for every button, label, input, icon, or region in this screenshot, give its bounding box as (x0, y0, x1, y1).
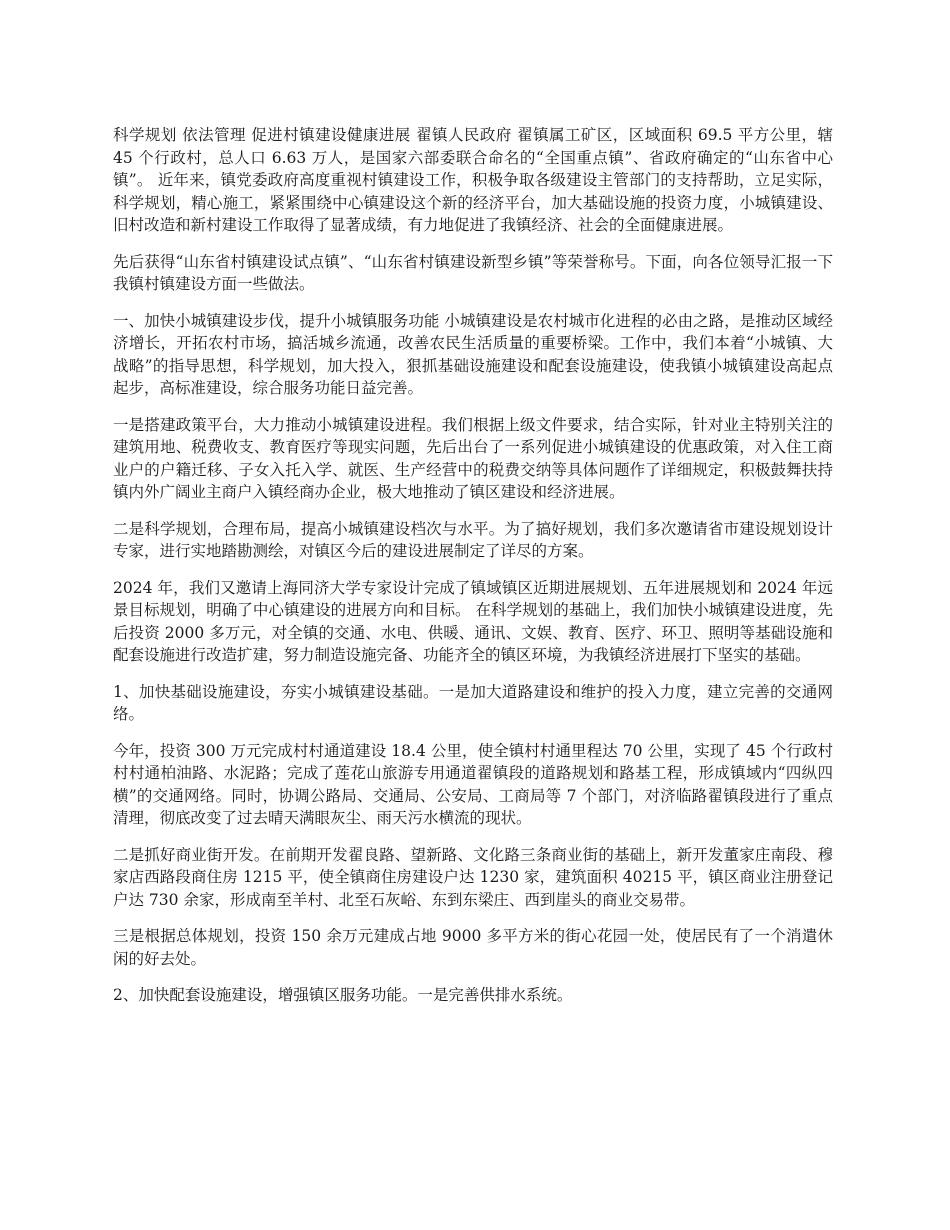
paragraph-commercial-street: 二是抓好商业街开发。在前期开发翟良路、望新路、文化路三条商业街的基础上，新开发董家庄南段、穆家店西路段商住房 1215 平，使全镇商住房建设户达 1230 家，建筑面积 40215 平，镇区商业注册登记户达 730 余家，形成南至羊村、北至石灰峪、东到东梁庄、西到崖头的商业交易带。 (113, 845, 833, 909)
paragraph-honors: 先后获得“山东省村镇建设试点镇”、“山东省村镇建设新型乡镇”等荣誉称号。下面，向各位领导汇报一下我镇村镇建设方面一些做法。 (113, 252, 833, 293)
paragraph-roads: 今年，投资 300 万元完成村村通道建设 18.4 公里，使全镇村村通里程达 70 公里，实现了 45 个行政村村村通柏油路、水泥路；完成了莲花山旅游专用通道翟镇段的道路规划和路基工程，形成镇域内“四纵四横”的交通网络。同时，协调公路局、交通局、公安局、工商局等 7 个部门，对济临路翟镇段进行了重点清理，彻底改变了过去晴天满眼灰尘、雨天污水横流的现状。 (113, 741, 833, 827)
paragraph-infrastructure: 1、加快基础设施建设，夯实小城镇建设基础。一是加大道路建设和维护的投入力度，建立完善的交通网络。 (113, 682, 833, 723)
paragraph-intro: 科学规划 依法管理 促进村镇建设健康进展 翟镇人民政府 翟镇属工矿区，区域面积 69.5 平方公里，辖 45 个行政村，总人口 6.63 万人，是国家六部委联合命名的“全国重点镇”、省政府确定的“山东省中心镇”。 近年来，镇党委政府高度重视村镇建设工作，积极争取各级建设主管部门的支持帮助，立足实际，科学规划，精心施工，紧紧围绕中心镇建设这个新的经济平台，加大基础设施的投资力度，小城镇建设、旧村改造和新村建设工作取得了显著成绩，有力地促进了我镇经济、社会的全面健康进展。 (113, 126, 833, 234)
paragraph-supporting-facilities: 2、加快配套设施建设，增强镇区服务功能。一是完善供排水系统。 (113, 986, 573, 1004)
paragraph-garden: 三是根据总体规划，投资 150 余万元建成占地 9000 多平方米的街心花园一处，使居民有了一个消遣休闲的好去处。 (113, 927, 833, 968)
paragraph-tongji-planning: 2024 年，我们又邀请上海同济大学专家设计完成了镇域镇区近期进展规划、五年进展规划和 2024 年远景目标规划，明确了中心镇建设的进展方向和目标。 在科学规划的基础上，我们加快小城镇建设进度，先后投资 2000 多万元，对全镇的交通、水电、供暖、通讯、文娱、教育、医疗、环卫、照明等基础设施和配套设施进行改造扩建，努力制造设施完备、功能齐全的镇区环境，为我镇经济进展打下坚实的基础。 (113, 578, 833, 664)
paragraph-policy-platform: 一是搭建政策平台，大力推动小城镇建设进程。我们根据上级文件要求，结合实际，针对业主特别关注的建筑用地、税费收支、教育医疗等现实问题，先后出台了一系列促进小城镇建设的优惠政策，对入住工商业户的户籍迁移、子女入托入学、就医、生产经营中的税费交纳等具体问题作了详细规定，积极鼓舞扶持镇内外广阔业主商户入镇经商办企业，极大地推动了镇区建设和经济进展。 (113, 415, 833, 501)
document-body (113, 124, 833, 1021)
paragraph-section-one: 一、加快小城镇建设步伐，提升小城镇服务功能 小城镇建设是农村城市化进程的必由之路，是推动区域经济增长，开拓农村市场，搞活城乡流通，改善农民生活质量的重要桥梁。工作中，我们本着“小城镇、大战略”的指导思想，科学规划，加大投入，狠抓基础设施建设和配套设施建设，使我镇小城镇建设高起点起步，高标准建设，综合服务功能日益完善。 (113, 311, 833, 397)
paragraph-scientific-planning: 二是科学规划，合理布局，提高小城镇建设档次与水平。为了搞好规划，我们多次邀请省市建设规划设计专家，进行实地踏勘测绘，对镇区今后的建设进展制定了详尽的方案。 (113, 519, 833, 560)
